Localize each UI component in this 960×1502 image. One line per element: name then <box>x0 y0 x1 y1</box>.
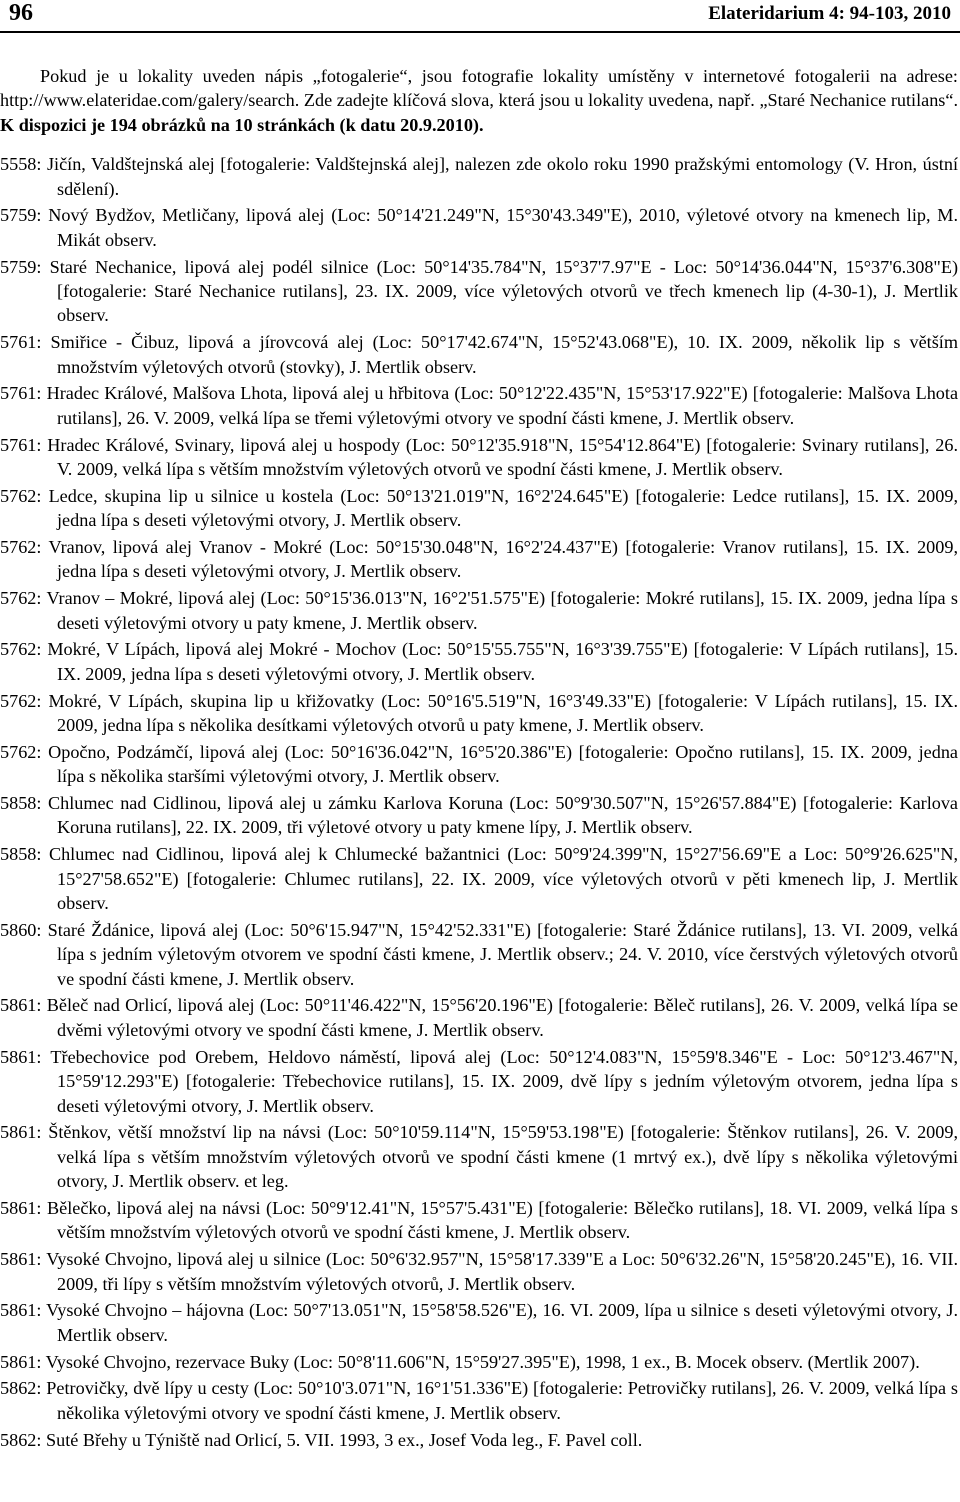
locality-record <box>0 1247 958 1296</box>
record-grid-code: 5861: <box>0 1197 42 1218</box>
record-grid-code: 5861: <box>0 1351 42 1372</box>
record-grid-code: 5762: <box>0 741 42 762</box>
record-grid-code: 5761: <box>0 383 42 404</box>
record-grid-code: 5762: <box>0 588 42 609</box>
record-grid-code: 5762: <box>0 639 42 660</box>
record-text: Staré Ždánice, lipová alej (Loc: 50°6'15.947"N, 15°42'52.331"E) [fotogalerie: Staré Ždánice rutilans], 13. VI. 2009, velká lípa s jedním výletovým otvorem ve spodní části kmene, J. Mertlik observ.; 24. V. 2010, více čerstvých výletových otvorů ve spodní části kmene, J. Mertlik observ. <box>47 919 959 989</box>
record-grid-code: 5861: <box>0 995 42 1016</box>
body-text <box>0 64 958 1454</box>
locality-record <box>0 740 958 789</box>
record-text: Opočno, Podzámčí, lipová alej (Loc: 50°16'36.042"N, 16°5'20.386"E) [fotogalerie: Opočno rutilans], 15. IX. 2009, jedna lípa s několika staršími výletovými otvory, J. Mertlik observ. <box>48 741 958 787</box>
record-text: Mokré, V Lípách, lipová alej Mokré - Mochov (Loc: 50°15'55.755"N, 16°3'39.755"E) [fotogalerie: V Lípách rutilans], 15. IX. 2009, jedna lípa s deseti výletovými otvory, J. Mertlik observ. <box>47 639 959 684</box>
record-grid-code: 5858: <box>0 844 42 865</box>
intro-bold-text: K dispozici je 194 obrázků na 10 stránkách (k datu 20.9.2010). <box>0 114 484 135</box>
locality-record <box>0 330 958 379</box>
record-text: Vysoké Chvojno, rezervace Buky (Loc: 50°8'11.606"N, 15°59'27.395"E), 1998, 1 ex., B. Mocek observ. (Mertlik 2007). <box>45 1351 920 1372</box>
record-text: Chlumec nad Cidlinou, lipová alej k Chlumecké bažantnici (Loc: 50°9'24.399"N, 15°27'56.69"E a Loc: 50°9'26.625"N, 15°27'58.652"E) [fotogalerie: Chlumec rutilans], 22. IX. 2009, více výletových otvorů v pěti kmenech lip, J. Mertlik observ. <box>48 844 958 914</box>
record-grid-code: 5860: <box>0 919 42 940</box>
locality-record <box>0 484 958 533</box>
locality-record <box>0 255 958 328</box>
record-text: Štěnkov, větší množství lip na návsi (Loc: 50°10'59.114"N, 15°59'53.198"E) [fotogalerie: Štěnkov rutilans], 26. V. 2009, velká lípa s větším množstvím výletových otvorů ve spodní části kmene (1 mrtvý ex.), dvě lípy s několika výletovými otvory, J. Mertlik observ. et leg. <box>48 1122 958 1192</box>
locality-record <box>0 791 958 840</box>
locality-record <box>0 535 958 584</box>
record-text: Vranov, lipová alej Vranov - Mokré (Loc: 50°15'30.048"N, 16°2'24.437"E) [fotogalerie: Vranov rutilans], 15. IX. 2009, jedna lípa s deseti výletovými otvory, J. Mertlik observ. <box>48 537 958 582</box>
locality-record <box>0 1350 958 1374</box>
intro-text: Pokud je u lokality uveden nápis „fotogalerie“, jsou fotografie lokality umístěny v internetové fotogalerii na adrese: http://www.elateridae.com/galery/search. Zde zadejte klíčová slova, která jsou u lokality uvedena, např. „Staré Nechanice rutilans“. <box>0 66 958 111</box>
record-grid-code: 5861: <box>0 1122 42 1143</box>
locality-record <box>0 152 958 201</box>
locality-record <box>0 203 958 252</box>
locality-record <box>0 637 958 686</box>
record-text: Smiřice - Čibuz, lipová a jírovcová alej (Loc: 50°17'42.674"N, 15°52'43.068"E), 10. IX. 2009, několik lip s větším množstvím výletových otvorů (stovky), J. Mertlik observ. <box>50 332 958 377</box>
locality-record <box>0 1120 958 1193</box>
page-header <box>0 0 960 34</box>
record-grid-code: 5759: <box>0 205 42 226</box>
record-text: Vranov – Mokré, lipová alej (Loc: 50°15'36.013"N, 16°2'51.575"E) [fotogalerie: Mokré rutilans], 15. IX. 2009, jedna lípa s deseti výletovými otvory u paty kmene, J. Mertlik observ. <box>46 588 958 633</box>
locality-record <box>0 842 958 915</box>
locality-record <box>0 1428 958 1452</box>
locality-record <box>0 1376 958 1425</box>
record-grid-code: 5861: <box>0 1249 42 1270</box>
locality-records <box>0 152 958 1452</box>
page-number: 96 <box>9 0 33 26</box>
record-text: Vysoké Chvojno, lipová alej u silnice (Loc: 50°6'32.957"N, 15°58'17.339"E a Loc: 50°6'32.26"N, 15°58'20.245"E), 16. VII. 2009, tři lípy s větším množstvím výletových otvorů, J. Mertlik observ. <box>46 1249 958 1294</box>
record-text: Třebechovice pod Orebem, Heldovo náměstí, lipová alej (Loc: 50°12'4.083"N, 15°59'8.346"E - Loc: 50°12'3.467"N, 15°59'12.293"E) [fotogalerie: Třebechovice rutilans], 15. IX. 2009, dvě lípy s jedním výletovým otvorem, jedna lípa s deseti výletovými otvory, J. Mertlik observ. <box>50 1046 958 1116</box>
record-text: Hradec Králové, Svinary, lipová alej u hospody (Loc: 50°12'35.918"N, 15°54'12.864"E) [fotogalerie: Svinary rutilans], 26. V. 2009, velká lípa s větším množstvím výletových otvorů ve spodní části kmene, J. Mertlik observ. <box>47 434 959 480</box>
record-grid-code: 5761: <box>0 434 42 455</box>
record-grid-code: 5761: <box>0 332 42 353</box>
record-text: Petrovičky, dvě lípy u cesty (Loc: 50°10'3.071"N, 16°1'51.336"E) [fotogalerie: Petrovičky rutilans], 26. V. 2009, velká lípa s několika výletovými otvory ve spodní části kmene, J. Mertlik observ. <box>46 1378 959 1423</box>
record-grid-code: 5858: <box>0 793 42 814</box>
record-grid-code: 5862: <box>0 1429 42 1450</box>
record-text: Ledce, skupina lip u silnice u kostela (Loc: 50°13'21.019"N, 16°2'24.645"E) [fotogalerie: Ledce rutilans], 15. IX. 2009, jedna lípa s deseti výletovými otvory, J. Mertlik observ. <box>48 485 958 531</box>
record-text: Chlumec nad Cidlinou, lipová alej u zámku Karlova Koruna (Loc: 50°9'30.507"N, 15°26'57.884"E) [fotogalerie: Karlova Koruna rutilans], 22. IX. 2009, tři výletové otvory u paty kmene lípy, J. Mertlik observ. <box>48 793 959 838</box>
locality-record <box>0 993 958 1042</box>
record-text: Běleč nad Orlicí, lipová alej (Loc: 50°11'46.422"N, 15°56'20.196"E) [fotogalerie: Běleč rutilans], 26. V. 2009, velká lípa se dvěmi výletovými otvory ve spodní části kmene, J. Mertlik observ. <box>46 995 958 1040</box>
locality-record <box>0 1298 958 1347</box>
record-text: Vysoké Chvojno – hájovna (Loc: 50°7'13.051"N, 15°58'58.526"E), 16. VI. 2009, lípa u silnice s deseti výletovými otvory, J. Mertlik observ. <box>46 1300 959 1345</box>
record-grid-code: 5762: <box>0 537 42 558</box>
record-text: Bělečko, lipová alej na návsi (Loc: 50°9'12.41"N, 15°57'5.431"E) [fotogalerie: Bělečko rutilans], 18. VI. 2009, velká lípa s větším množstvím výletových otvorů ve spodní části kmene, J. Mertlik observ. <box>46 1197 959 1243</box>
locality-record <box>0 586 958 635</box>
record-text: Nový Bydžov, Metličany, lipová alej (Loc: 50°14'21.249"N, 15°30'43.349"E), 2010, výletové otvory na kmenech lip, M. Mikát observ. <box>48 205 959 250</box>
intro-paragraph <box>0 64 958 137</box>
locality-record <box>0 918 958 991</box>
locality-record <box>0 433 958 482</box>
record-grid-code: 5861: <box>0 1300 42 1321</box>
record-text: Jičín, Valdštejnská alej [fotogalerie: Valdštejnská alej], nalezen zde okolo roku 1990 pražskými entomology (V. Hron, ústní sdělení). <box>46 154 958 199</box>
record-text: Staré Nechanice, lipová alej podél silnice (Loc: 50°14'35.784"N, 15°37'7.97"E - Loc: 50°14'36.044"N, 15°37'6.308"E) [fotogalerie: Staré Nechanice rutilans], 23. IX. 2009, více výletových otvorů ve třech kmenech lip (4-30-1), J. Mertlik observ. <box>49 256 959 326</box>
locality-record <box>0 381 958 430</box>
record-text: Hradec Králové, Malšova Lhota, lipová alej u hřbitova (Loc: 50°12'22.435"N, 15°53'17.922"E) [fotogalerie: Malšova Lhota rutilans], 26. V. 2009, velká lípa se třemi výletovými otvory ve spodní části kmene, J. Mertlik observ. <box>46 383 959 428</box>
record-grid-code: 5862: <box>0 1378 42 1399</box>
record-text: Mokré, V Lípách, skupina lip u křižovatky (Loc: 50°16'5.519"N, 16°3'49.33"E) [fotogalerie: V Lípách rutilans], 15. IX. 2009, jedna lípa s několika desítkami výletových otvorů u paty kmene, J. Mertlik observ. <box>48 690 958 736</box>
locality-record <box>0 1196 958 1245</box>
record-grid-code: 5759: <box>0 256 42 277</box>
record-grid-code: 5762: <box>0 690 42 711</box>
journal-citation: Elateridarium 4: 94-103, 2010 <box>708 3 951 24</box>
record-grid-code: 5558: <box>0 154 42 175</box>
locality-record <box>0 689 958 738</box>
record-grid-code: 5762: <box>0 485 42 506</box>
record-grid-code: 5861: <box>0 1046 42 1067</box>
locality-record <box>0 1045 958 1118</box>
record-text: Suté Břehy u Týniště nad Orlicí, 5. VII. 1993, 3 ex., Josef Voda leg., F. Pavel coll. <box>45 1429 643 1450</box>
header-rule <box>0 31 960 33</box>
